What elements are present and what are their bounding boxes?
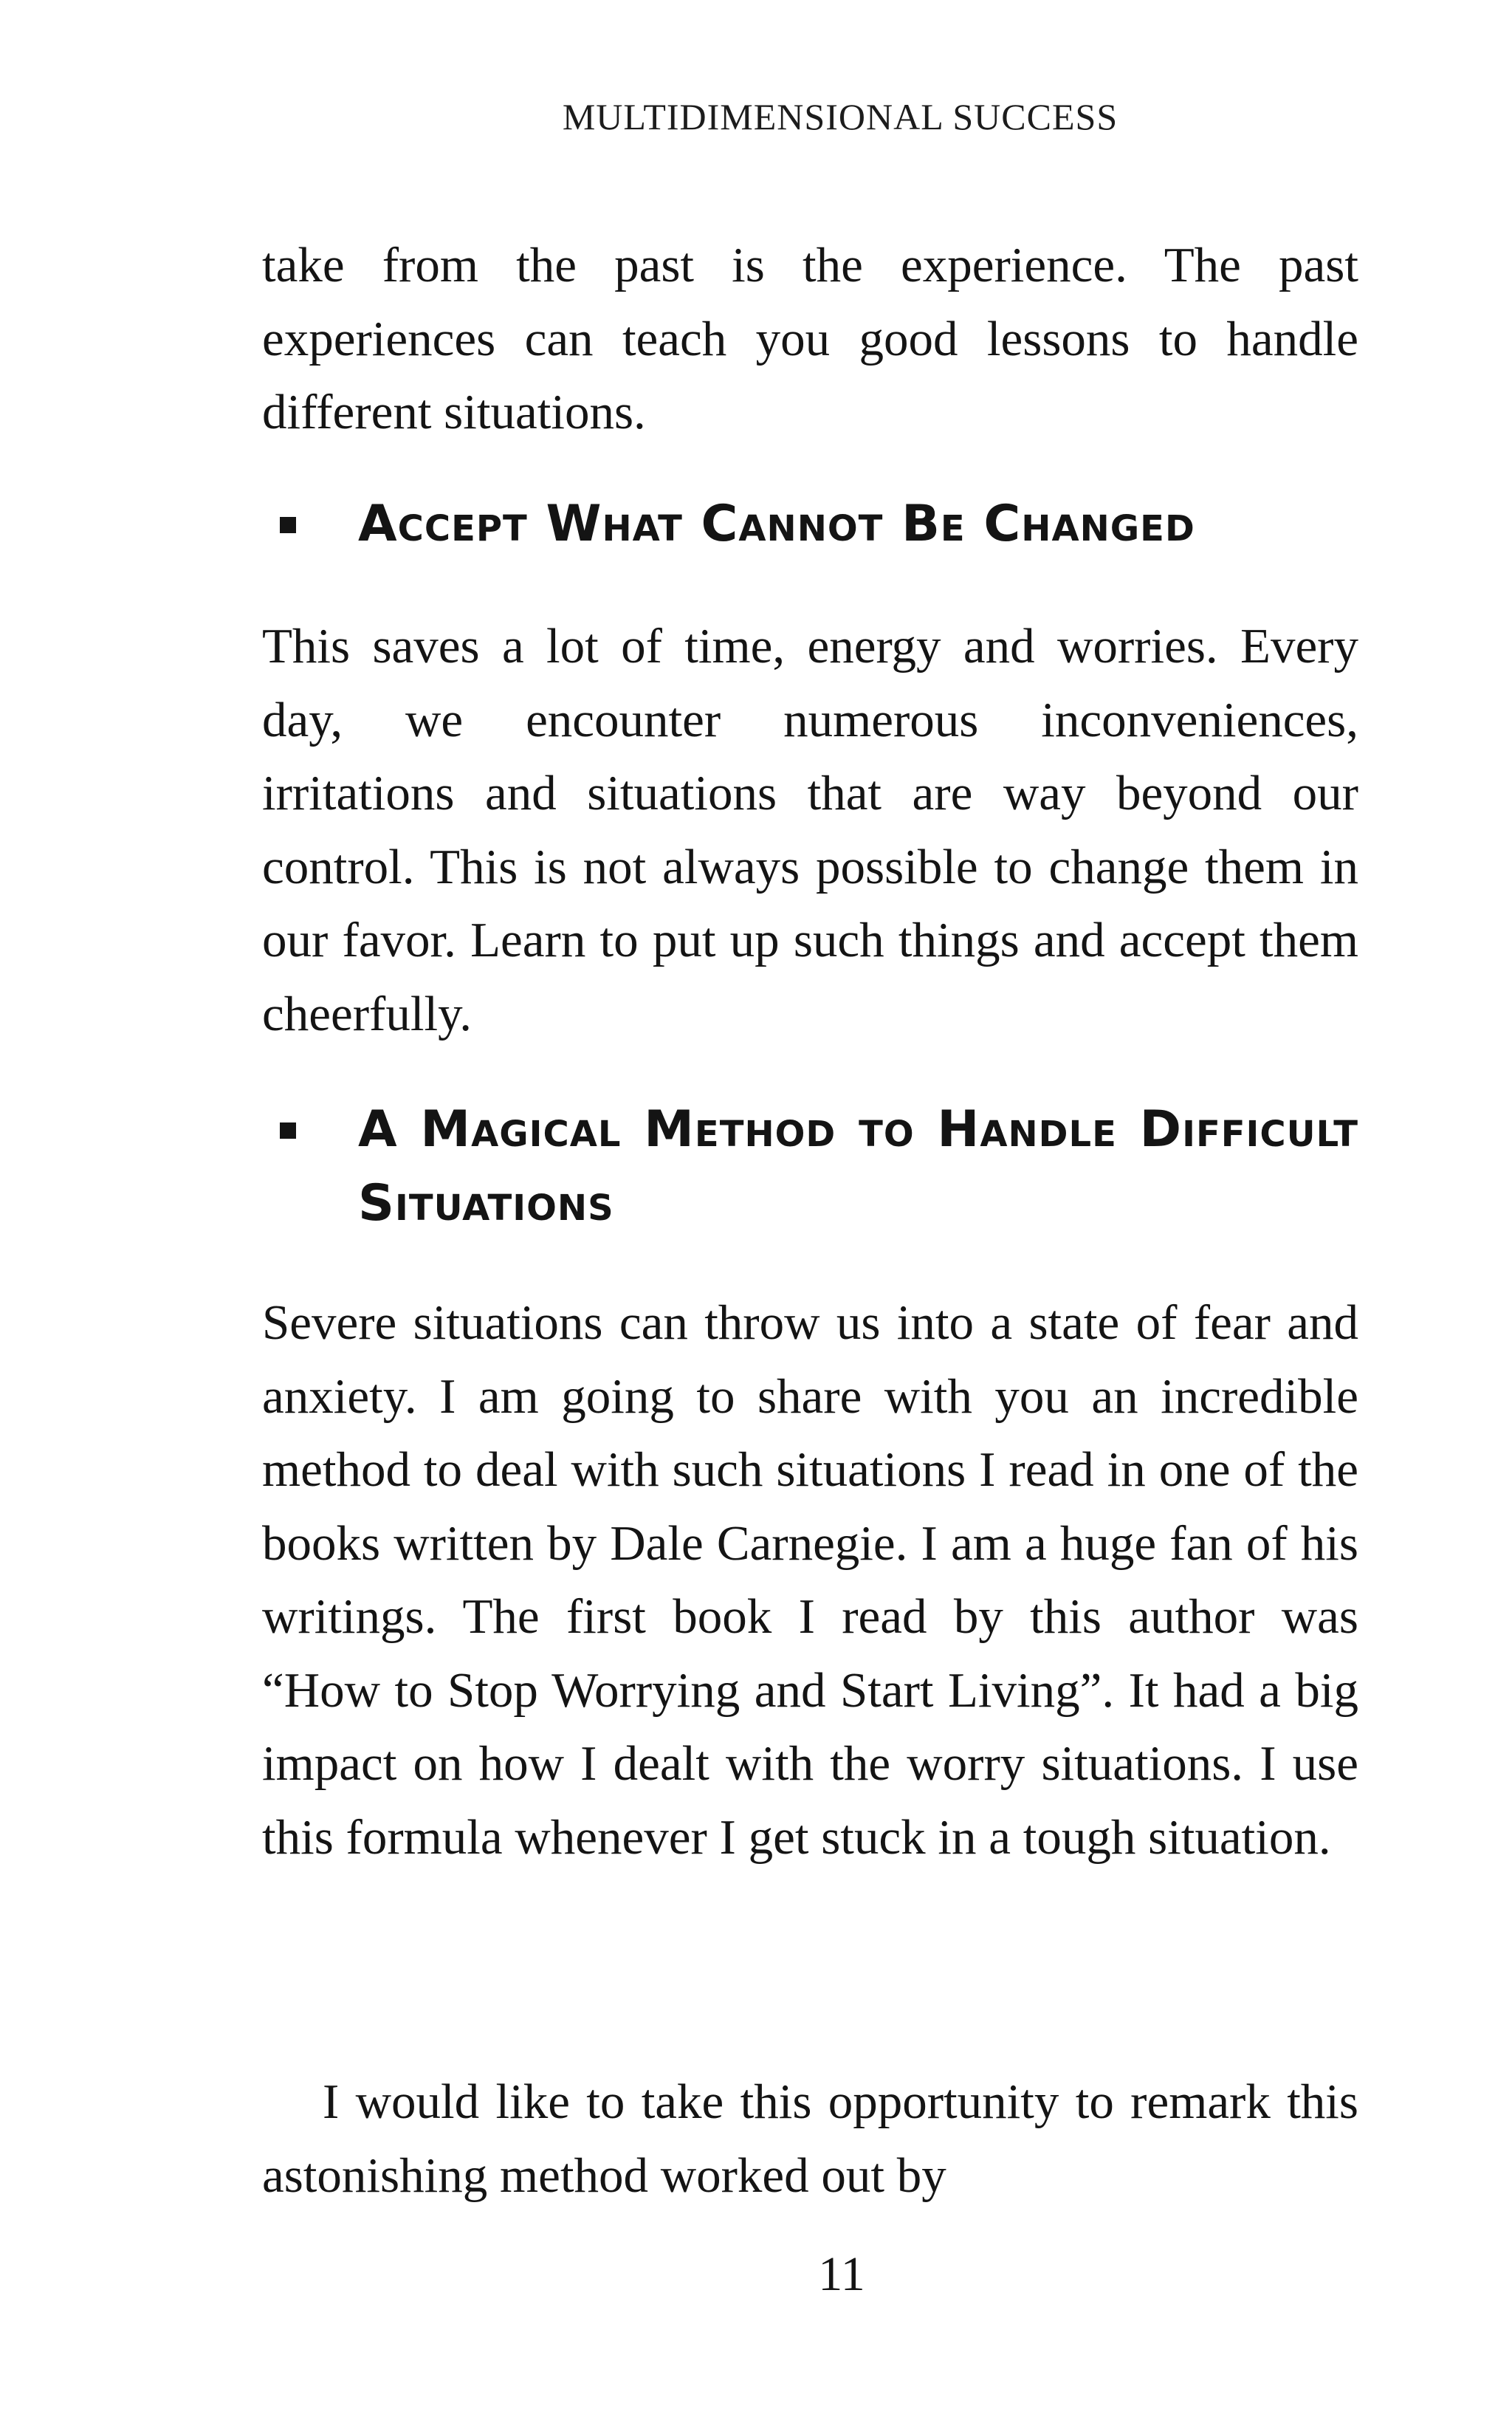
running-head: MULTIDIMENSIONAL SUCCESS: [562, 96, 1118, 137]
section-heading-2: [262, 1093, 1358, 1241]
section-heading-1-text: Accept What Cannot Be Changed: [358, 495, 1195, 553]
square-bullet-icon: [280, 1122, 296, 1139]
body-paragraph-4: I would like to take this opportunity to remark this astonishing method worked out by: [262, 2074, 1358, 2203]
section-heading-2-block: [262, 1093, 1358, 1241]
body-paragraph-4-block: [262, 2066, 1358, 2212]
body-paragraph-3: Severe situations can throw us into a state of fear and anxiety. I am going to share with you an incredible method to deal with such situations I read in one of the books written by Dale Carnegie. I am a huge fan of his writings. The first book I read by this author was “How to Stop Worrying and Start Living”. It had a big impact on how I dealt with the worry situations. I use this formula whenever I get stuck in a tough situation.: [262, 1295, 1358, 1865]
page-number: 11: [818, 2247, 865, 2301]
square-bullet-icon: [280, 517, 296, 533]
body-paragraph-2: This saves a lot of time, energy and worries. Every day, we encounter numerous inconveniences, irritations and situations that are way beyond our control. This is not always possible to change them in our favor. Learn to put up such things and accept them cheerfully.: [262, 619, 1358, 1041]
section-heading-2-text: A Magical Method to Handle Difficult Situations: [358, 1100, 1358, 1233]
body-paragraph-2-block: [262, 610, 1358, 1051]
body-paragraph-1-block: [262, 229, 1358, 450]
section-heading-1: [262, 487, 1358, 561]
body-paragraph-3-block: [262, 1286, 1358, 1874]
body-paragraph-1: take from the past is the experience. The past experiences can teach you good lessons to handle different situations.: [262, 238, 1358, 439]
section-heading-1-block: [262, 487, 1358, 561]
